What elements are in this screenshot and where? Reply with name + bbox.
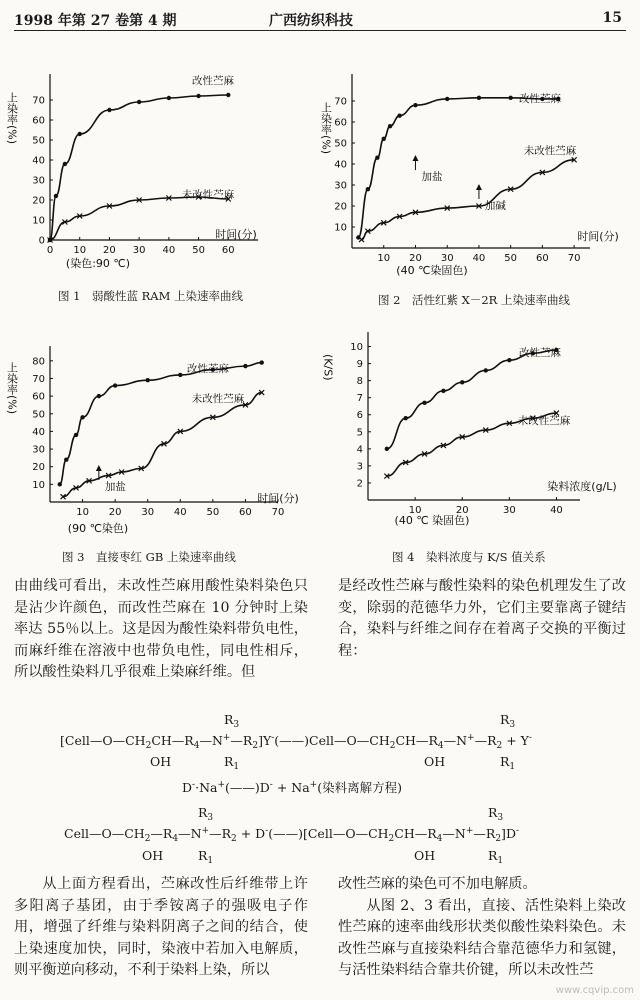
data-point-dot (460, 380, 464, 384)
series-label: 未改性苎麻 (181, 189, 235, 201)
data-point-dot (508, 96, 512, 100)
y-tick-label: 9 (356, 359, 363, 371)
data-point-dot (484, 368, 488, 372)
data-point-dot (397, 114, 401, 118)
y-tick-label: 10 (334, 222, 347, 234)
y-axis-label: 上染率(%) (5, 362, 19, 415)
x-tick-label: 50 (192, 245, 205, 256)
figure-3-caption: 图 3 直接枣红 GB 上染速率曲线 (62, 550, 236, 564)
series-label: 改性苎麻 (192, 75, 234, 87)
data-point-dot (178, 373, 182, 377)
data-point-dot (382, 137, 386, 141)
x-tick-label: 50 (206, 507, 220, 518)
data-point-dot (413, 103, 417, 107)
series-label: 改性苎麻 (519, 93, 561, 105)
eq3-oh-left: OH (142, 848, 164, 863)
data-point-dot (507, 358, 511, 362)
y-tick-label: 10 (350, 342, 363, 354)
data-point-dot (385, 447, 389, 451)
chart-figure-3 (5, 332, 308, 544)
x-tick-label: 20 (108, 507, 122, 518)
y-tick-label: 30 (32, 444, 45, 456)
y-tick-label: 80 (32, 356, 45, 368)
data-point-dot (375, 156, 379, 160)
eq1-r1-right: $R_1$ (500, 754, 516, 772)
y-tick-label: 10 (32, 215, 45, 227)
annotation-arrowhead (412, 155, 418, 161)
equation-2: D-·Na+(——)D- + Na+(染料离解方程) (182, 780, 402, 795)
series-line-unmodified (50, 197, 228, 240)
y-tick-label: 6 (356, 410, 363, 422)
eq3-oh-right: OH (414, 848, 436, 863)
y-tick-label: 10 (32, 479, 45, 491)
series-line-modified (60, 363, 262, 485)
y-tick-label: 4 (356, 444, 363, 456)
y-tick-label: 70 (32, 95, 45, 107)
x-tick-label: 30 (440, 253, 454, 264)
page-number: 15 (602, 10, 622, 26)
x-tick-label: 30 (132, 245, 146, 256)
y-tick-label: 70 (334, 96, 347, 108)
series-line-modified (50, 95, 228, 240)
data-point-dot (441, 389, 445, 393)
data-point-cross (359, 237, 364, 242)
x-axis-label: 染料浓度(g/L) (547, 480, 617, 493)
y-tick-label: 60 (32, 391, 45, 403)
page-header (14, 6, 626, 32)
x-tick-label: 10 (76, 507, 89, 518)
header-rule (14, 30, 626, 31)
annotation-arrowhead (476, 184, 482, 190)
y-axis-label: 上染率(%) (319, 102, 333, 155)
y-tick-label: 20 (32, 462, 45, 474)
condition-label: (染色:90 ℃) (65, 257, 131, 270)
y-axis-label: (K/S) (321, 354, 335, 381)
x-tick-label: 20 (409, 253, 422, 264)
x-axis-label: 时间(分) (215, 228, 257, 241)
right-column-bottom (338, 874, 626, 982)
chart-figure-2 (319, 62, 632, 287)
y-tick-label: 2 (356, 478, 363, 490)
paragraph-left-1: 由曲线可看出，未改性苎麻用酸性染料染色只是沾少许颜色，而改性苎麻在 10 分钟时上染率达 55％以上。这是因为酸性染料带负电性，而麻纤维在溶液中也带负电性，同电性相斥，所以酸性染料几乎很难上染麻纤维。但 (14, 578, 308, 680)
y-tick-label: 20 (334, 201, 347, 213)
x-axis-label: 时间(分) (577, 230, 619, 243)
y-tick-label: 40 (334, 159, 347, 171)
data-point-dot (137, 100, 141, 104)
eq3-r3-left: $R_3$ (198, 805, 214, 823)
data-point-dot (63, 162, 67, 166)
x-tick-label: 20 (455, 505, 469, 516)
x-tick-label: 60 (536, 253, 549, 264)
data-point-dot (107, 108, 111, 112)
data-point-dot (80, 415, 84, 419)
y-tick-label: 5 (356, 427, 363, 439)
x-tick-label: 60 (239, 507, 252, 518)
eq3-main: $Cell—O—CH_2—R_4—N^+—R_2$ + $D^-(——)[Cell—O—CH_2CH—R_4—N^+—R_2]D^-$ (64, 826, 520, 844)
eq1-r3-left: $R_3$ (224, 712, 240, 730)
x-tick-label: 30 (502, 505, 516, 516)
x-axis-label: 时间(分) (257, 492, 299, 505)
condition-label: (40 ℃ 染固色) (394, 514, 470, 527)
journal-issue: 1998 年第 27 卷第 4 期 (14, 13, 177, 29)
y-tick-label: 30 (32, 175, 45, 187)
x-tick-label: 70 (567, 253, 581, 264)
data-point-dot (78, 132, 82, 136)
x-tick-label: 40 (162, 245, 176, 256)
data-point-dot (196, 94, 200, 98)
eq3-r1-left: $R_1$ (198, 848, 214, 866)
data-point-dot (445, 97, 449, 101)
chart-figure-1 (5, 62, 308, 280)
eq1-r1-left: $R_1$ (224, 754, 240, 772)
y-axis-label: 上染率(%) (5, 92, 19, 145)
eq1-oh-right: OH (424, 754, 446, 769)
data-point-dot (146, 378, 150, 382)
figure-1-caption: 图 1 弱酸性蓝 RAM 上染速率曲线 (58, 289, 244, 303)
left-column-top (14, 576, 308, 684)
annotation-label: 加盐 (421, 171, 443, 183)
left-column-bottom (14, 874, 308, 982)
annotation-arrowhead (96, 465, 102, 471)
series-label: 改性苎麻 (519, 347, 561, 359)
eq1-oh-left: OH (150, 754, 172, 769)
series-label: 未改性苎麻 (523, 145, 577, 157)
y-tick-label: 20 (32, 195, 45, 207)
paragraph-right-2a: 改性苎麻的染色可不加电解质。 (338, 876, 537, 892)
paragraph-right-2b: 从图 2、3 看出，直接、活性染料上染改性苎麻的速率曲线形状类似酸性染料染色。未改性苎麻与直接染料结合靠范德华力和氢键，与活性染料结合靠共价键，所以未改性苎 (338, 897, 626, 978)
eq3-r1-right: $R_1$ (488, 848, 504, 866)
figure-4-caption: 图 4 染料浓度与 K/S 值关系 (392, 550, 546, 564)
data-point-dot (477, 96, 481, 100)
y-tick-label: 30 (334, 180, 347, 192)
data-point-dot (226, 93, 230, 97)
series-line-modified (358, 98, 558, 238)
x-tick-label: 70 (271, 507, 285, 518)
figure-2-caption: 图 2 活性红紫 X－2R 上染速率曲线 (378, 293, 570, 307)
x-tick-label: 50 (504, 253, 518, 264)
data-point-dot (366, 187, 370, 191)
data-point-dot (97, 394, 101, 398)
paragraph-right-1: 是经改性苎麻与酸性染料的染色机理发生了改变，除弱的范德华力外，它们主要靠离子键结合，染料与纤维之间存在着离子交换的平衡过程： (338, 578, 626, 659)
data-point-dot (260, 360, 264, 364)
watermark: www.cqvip.com (555, 985, 634, 996)
x-tick-label: 10 (73, 245, 87, 256)
condition-label: (90 ℃染色) (67, 522, 129, 535)
x-tick-label: 20 (103, 245, 116, 256)
data-point-dot (54, 194, 58, 198)
x-tick-label: 30 (141, 507, 155, 518)
x-tick-label: 40 (173, 507, 187, 518)
data-point-dot (243, 364, 247, 368)
x-tick-label: 10 (408, 505, 422, 516)
x-tick-label: 40 (550, 505, 563, 516)
y-tick-label: 60 (334, 117, 347, 129)
x-tick-label: 60 (221, 245, 235, 256)
data-point-dot (58, 482, 62, 486)
data-point-dot (388, 124, 392, 128)
y-tick-label: 50 (334, 138, 347, 150)
data-point-dot (422, 401, 426, 405)
annotation-label: 加碱 (484, 200, 506, 212)
data-point-dot (403, 416, 407, 420)
x-tick-label: 10 (377, 253, 391, 264)
series-label: 未改性苎麻 (517, 415, 571, 427)
annotation-label: 加盐 (104, 481, 126, 493)
y-tick-label: 8 (356, 376, 363, 388)
condition-label: (40 ℃染固色) (396, 264, 468, 277)
y-tick-label: 40 (32, 155, 45, 167)
y-tick-label: 50 (32, 409, 45, 421)
y-tick-label: 60 (32, 115, 45, 127)
journal-title: 广西纺织科技 (269, 13, 353, 29)
data-point-dot (167, 96, 171, 100)
data-point-dot (64, 457, 68, 461)
series-label: 改性苎麻 (187, 363, 229, 375)
x-tick-label: 0 (46, 245, 54, 256)
y-tick-label: 3 (356, 461, 363, 473)
eq1-r3-right: $R_3$ (500, 712, 516, 730)
series-label: 未改性苎麻 (191, 393, 245, 405)
y-tick-label: 0 (38, 235, 45, 247)
eq1-main: $[Cell—O—CH_2CH—R_4—N^+—R_2]Y^-(——)Cell—O—CH_2CH—R_4—N^+—R_2 + Y^-$ (60, 733, 532, 751)
y-tick-label: 50 (32, 135, 45, 147)
eq3-r3-right: $R_3$ (488, 805, 504, 823)
data-point-dot (74, 433, 78, 437)
x-tick-label: 40 (472, 253, 486, 264)
y-tick-label: 70 (32, 373, 45, 385)
paragraph-left-2: 从上面方程看出，苎麻改性后纤维带上许多阳离子基团，由于季铵离子的强吸电子作用，增强了纤维与染料阴离子之间的结合，使上染速度加快，同时，染液中若加入电解质，则平衡逆向移动，不利于染料上染，所以 (14, 876, 308, 978)
chart-figure-4 (322, 324, 632, 549)
y-tick-label: 7 (356, 393, 363, 405)
right-column-top (338, 576, 626, 662)
data-point-dot (113, 383, 117, 387)
y-tick-label: 40 (32, 426, 45, 438)
